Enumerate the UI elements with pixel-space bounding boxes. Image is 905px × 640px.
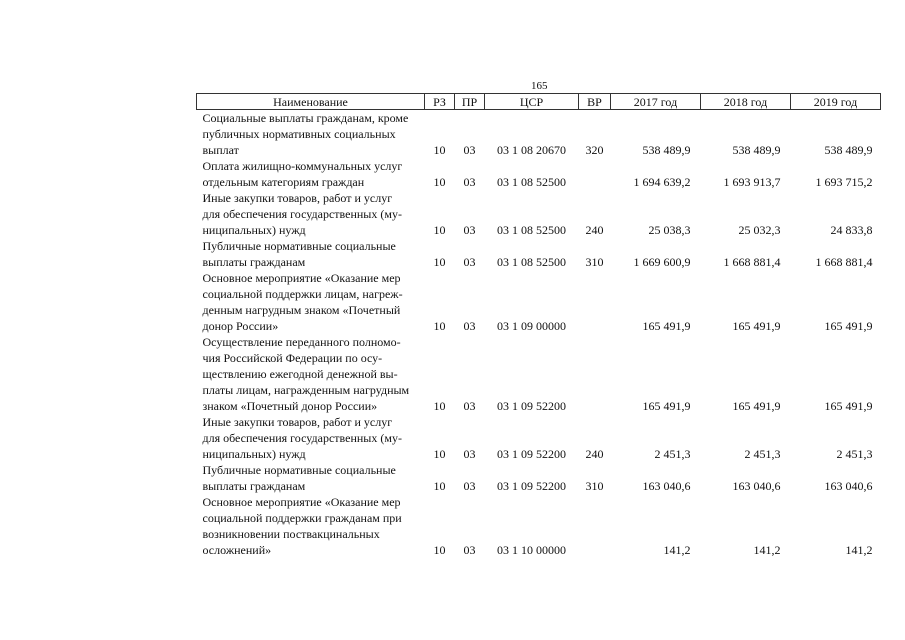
row-value-2019: 165 491,9 — [824, 319, 873, 333]
table-row — [197, 462, 881, 494]
row-pr: 03 — [463, 399, 476, 413]
row-pr: 03 — [463, 447, 476, 461]
header-name: Наименование — [197, 94, 425, 110]
table-row — [197, 414, 881, 462]
row-name-line: платы лицам, награжденным нагрудным — [202, 383, 410, 397]
row-value-2018: 165 491,9 — [732, 319, 781, 333]
row-name-line: отдельным категориям граждан — [202, 175, 365, 189]
row-pr: 03 — [463, 175, 476, 189]
row-value-2019: 538 489,9 — [824, 143, 873, 157]
row-value-2017: 163 040,6 — [642, 479, 691, 493]
row-name-line: Публичные нормативные социальные — [202, 463, 396, 477]
row-rz: 10 — [433, 479, 446, 493]
row-rz: 10 — [433, 143, 446, 157]
row-csr: 03 1 10 00000 — [497, 543, 566, 557]
table-header — [197, 94, 881, 110]
header-rz: РЗ — [425, 94, 455, 110]
row-name-line: Основное мероприятие «Оказание мер — [202, 495, 401, 509]
row-value-2019: 163 040,6 — [824, 479, 873, 493]
row-rz: 10 — [433, 543, 446, 557]
header-pr: ПР — [455, 94, 485, 110]
row-vr: 240 — [585, 447, 604, 461]
row-name — [197, 494, 425, 558]
row-name — [197, 414, 425, 462]
row-name-line: выплат — [202, 143, 239, 157]
row-name-line: Оплата жилищно-коммунальных услуг — [202, 159, 403, 173]
row-name-line: для обеспечения государственных (му- — [202, 431, 402, 445]
row-value-2017: 1 694 639,2 — [633, 175, 691, 189]
row-value-2018: 165 491,9 — [732, 399, 781, 413]
row-name-line: Иные закупки товаров, работ и услуг — [202, 191, 393, 205]
row-value-2018: 1 693 913,7 — [723, 175, 781, 189]
header-2017: 2017 год — [611, 94, 701, 110]
row-rz: 10 — [433, 175, 446, 189]
row-name-line: публичных нормативных социальных — [202, 127, 396, 141]
row-name — [197, 238, 425, 270]
row-name-line: социальной поддержки лицам, нагреж- — [202, 287, 403, 301]
row-value-2018: 538 489,9 — [732, 143, 781, 157]
row-value-2018: 2 451,3 — [744, 447, 781, 461]
header-2018: 2018 год — [701, 94, 791, 110]
row-name — [197, 270, 425, 334]
row-name-line: социальной поддержки гражданам при — [202, 511, 402, 525]
row-name — [197, 462, 425, 494]
table-row — [197, 190, 881, 238]
row-value-2018: 163 040,6 — [732, 479, 781, 493]
row-value-2019: 2 451,3 — [836, 447, 873, 461]
header-csr: ЦСР — [485, 94, 579, 110]
budget-table — [196, 93, 881, 558]
row-pr: 03 — [463, 479, 476, 493]
row-csr: 03 1 08 52500 — [497, 223, 566, 237]
row-name — [197, 110, 425, 159]
table-row — [197, 158, 881, 190]
row-name-line: ниципальных) нужд — [202, 447, 306, 461]
row-vr — [579, 270, 611, 334]
row-value-2019: 165 491,9 — [824, 399, 873, 413]
table-row — [197, 238, 881, 270]
row-value-2017: 165 491,9 — [642, 399, 691, 413]
row-value-2017: 538 489,9 — [642, 143, 691, 157]
row-name-line: возникновении поствакцинальных — [202, 527, 380, 541]
row-csr: 03 1 08 20670 — [497, 143, 566, 157]
row-name-line: денным нагрудным знаком «Почетный — [202, 303, 401, 317]
row-pr: 03 — [463, 143, 476, 157]
row-value-2017: 165 491,9 — [642, 319, 691, 333]
table-row — [197, 334, 881, 414]
row-rz: 10 — [433, 447, 446, 461]
row-pr: 03 — [463, 223, 476, 237]
header-vr: ВР — [579, 94, 611, 110]
row-rz: 10 — [433, 223, 446, 237]
row-name-line: ниципальных) нужд — [202, 223, 306, 237]
row-value-2017: 25 038,3 — [648, 223, 691, 237]
row-csr: 03 1 08 52500 — [497, 175, 566, 189]
row-vr — [579, 334, 611, 414]
row-csr: 03 1 09 52200 — [497, 399, 566, 413]
row-name-line: выплаты гражданам — [202, 255, 306, 269]
row-rz: 10 — [433, 399, 446, 413]
row-name — [197, 190, 425, 238]
row-value-2017: 141,2 — [663, 543, 691, 557]
row-value-2018: 25 032,3 — [738, 223, 781, 237]
row-vr: 240 — [585, 223, 604, 237]
row-name-line: ществлению ежегодной денежной вы- — [202, 367, 398, 381]
row-name-line: Публичные нормативные социальные — [202, 239, 396, 253]
page-number: 165 — [531, 80, 548, 92]
row-name — [197, 334, 425, 414]
row-rz: 10 — [433, 255, 446, 269]
row-vr — [579, 158, 611, 190]
row-name-line: для обеспечения государственных (му- — [202, 207, 402, 221]
row-vr: 310 — [585, 479, 604, 493]
row-value-2018: 141,2 — [753, 543, 781, 557]
row-name — [197, 158, 425, 190]
row-pr: 03 — [463, 255, 476, 269]
row-vr — [579, 494, 611, 558]
row-csr: 03 1 09 00000 — [497, 319, 566, 333]
header-2019: 2019 год — [791, 94, 881, 110]
row-value-2019: 24 833,8 — [830, 223, 873, 237]
row-name-line: Осуществление переданного полномо- — [202, 335, 401, 349]
table-row — [197, 270, 881, 334]
row-name-line: знаком «Почетный донор России» — [202, 399, 378, 413]
row-pr: 03 — [463, 319, 476, 333]
row-name-line: чия Российской Федерации по осу- — [202, 351, 383, 365]
row-name-line: Основное мероприятие «Оказание мер — [202, 271, 401, 285]
row-value-2019: 1 668 881,4 — [815, 255, 873, 269]
row-vr: 320 — [585, 143, 604, 157]
row-value-2017: 1 669 600,9 — [633, 255, 691, 269]
row-pr: 03 — [463, 543, 476, 557]
row-value-2018: 1 668 881,4 — [723, 255, 781, 269]
row-csr: 03 1 09 52200 — [497, 447, 566, 461]
row-csr: 03 1 08 52500 — [497, 255, 566, 269]
row-value-2019: 1 693 715,2 — [815, 175, 873, 189]
table-row — [197, 494, 881, 558]
row-name-line: донор России» — [202, 319, 279, 333]
row-name-line: осложнений» — [202, 543, 272, 557]
row-name-line: Социальные выплаты гражданам, кроме — [202, 111, 409, 125]
row-name-line: Иные закупки товаров, работ и услуг — [202, 415, 393, 429]
row-rz: 10 — [433, 319, 446, 333]
row-name-line: выплаты гражданам — [202, 479, 306, 493]
table-body — [197, 110, 881, 559]
row-value-2017: 2 451,3 — [654, 447, 691, 461]
table-row — [197, 110, 881, 159]
row-csr: 03 1 09 52200 — [497, 479, 566, 493]
row-value-2019: 141,2 — [845, 543, 873, 557]
row-vr: 310 — [585, 255, 604, 269]
